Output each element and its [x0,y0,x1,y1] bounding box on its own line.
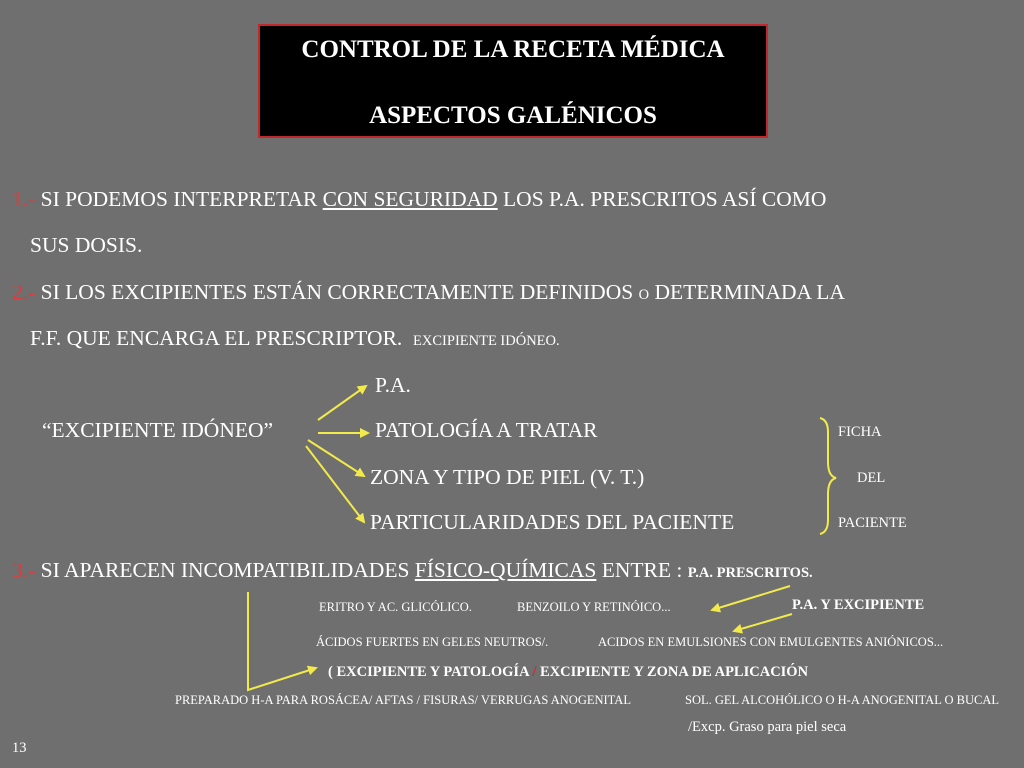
paren-a: ( EXCIPIENTE Y PATOLOGÍA [328,664,533,680]
diagram-target-pa: P.A. [375,373,411,397]
arrow-to-pa [318,386,366,420]
item2-small-o: O [638,287,650,303]
diagram-source: “EXCIPIENTE IDÓNEO” [42,418,274,442]
example-acidos-fuertes: ÁCIDOS FUERTES EN GELES NEUTROS/. [316,635,549,649]
item1-line2: SUS DOSIS. [30,233,143,257]
slide-title: CONTROL DE LA RECETA MÉDICA [301,36,725,63]
arrow-pa-excipiente-to-benzoilo [712,586,790,610]
excp-graso-line: /Excp. Graso para piel seca [688,719,847,735]
item2-text-b: DETERMINADA LA [649,280,845,304]
item1-text-b: LOS P.A. PRESCRITOS ASÍ COMO [497,187,827,211]
bracket-arrow [248,592,316,690]
example-acidos-emulsiones: ACIDOS EN EMULSIONES CON EMULGENTES ANIÓNICOS... [598,635,944,649]
item3-bold-small: P.A. PRESCRITOS. [687,565,813,581]
item2-line2-small: EXCIPIENTE IDÓNEO. [413,333,560,349]
item3-text-a: SI APARECEN INCOMPATIBILIDADES [35,558,415,582]
diagram-target-patologia: PATOLOGÍA A TRATAR [375,418,598,442]
preparado-line: PREPARADO H-A PARA ROSÁCEA/ AFTAS / FISURAS/ VERRUGAS ANOGENITAL [175,693,631,707]
paren-slash: / [532,664,537,680]
pa-excipiente-label: P.A. Y EXCIPIENTE [792,597,925,613]
paren-b: EXCIPIENTE Y ZONA DE APLICACIÓN [536,664,809,680]
item1-number: 1.- [12,187,36,211]
curly-brace [820,418,836,534]
item2-text-a: SI LOS EXCIPIENTES ESTÁN CORRECTAMENTE DEFINIDOS [35,280,639,304]
item2-line2-text: F.F. QUE ENCARGA EL PRESCRIPTOR. [30,326,403,350]
del-label: DEL [857,470,886,486]
arrow-pa-excipiente-to-acidos [734,614,792,631]
item1-text-a: SI PODEMOS INTERPRETAR [35,187,323,211]
item3-number: 3.- [12,558,36,582]
item3-underlined: FÍSICO-QUÍMICAS [414,558,597,582]
example-benzoilo: BENZOILO Y RETINÓICO... [517,600,671,614]
item2-number: 2.- [12,280,36,304]
item3-text-b: ENTRE : [596,558,688,582]
diagram-target-particularidades: PARTICULARIDADES DEL PACIENTE [370,510,735,534]
diagram-target-zona: ZONA Y TIPO DE PIEL (V. T.) [370,465,645,489]
slide-subtitle: ASPECTOS GALÉNICOS [369,102,657,129]
ficha-label: FICHA [838,424,882,440]
paciente-label: PACIENTE [838,515,907,531]
slide-number: 13 [12,740,27,756]
example-eritro: ERITRO Y AC. GLICÓLICO. [319,600,472,614]
item1-underlined: CON SEGURIDAD [322,187,498,211]
sol-gel-line: SOL. GEL ALCOHÓLICO O H-A ANOGENITAL O BUCAL [685,693,1000,707]
